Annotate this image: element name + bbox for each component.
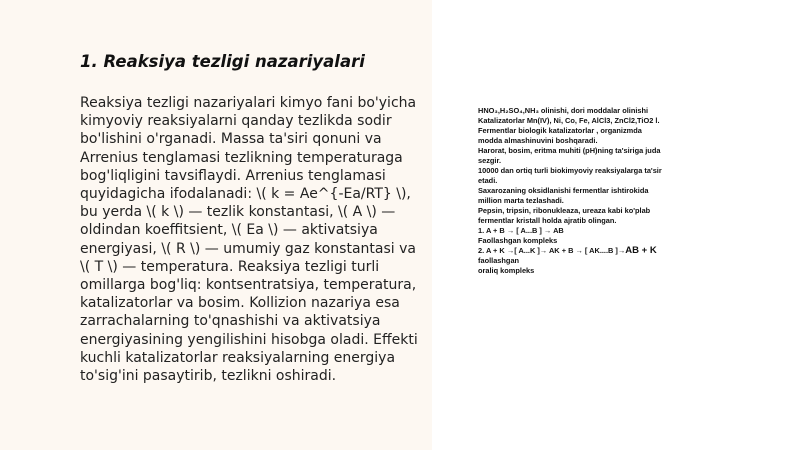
scan-line: million marta tezlashadi. <box>478 196 564 205</box>
scan-line: Harorat, bosim, eritma muhiti (pH)ning ta'siriga juda <box>478 146 661 155</box>
scan-equation-2-label: faollashgan <box>478 256 520 265</box>
scan-equation-2-product: AB + K <box>625 245 657 256</box>
scan-equation-2-main: 2. A + K →[ A...K ]→ AK + B → [ AK....B ]→ <box>478 246 626 255</box>
scan-line: sezgir. <box>478 156 502 165</box>
scan-equation-2-label: oraliq kompleks <box>478 266 535 275</box>
slide-body-text: Reaksiya tezligi nazariyalari kimyo fani bo'yicha kimyoviy reaksiyalarni qanday tezlikda sodir bo'lishini o'rganadi. Massa ta'siri qonuni va Arrenius tenglamasi tezlikning temperaturaga bog'liqligini tavsiflaydi. Arrenius tenglamasi quyidagicha ifodalanadi: \( k = Ae^{-Ea/RT} \), bu yerda \( k \) — tezlik konstantasi, \( A \) — oldindan koeffitsient, \( Ea \) — aktivatsiya energiyasi, \( R \) — umumiy gaz konstantasi va \( T \) — temperatura. Reaksiya tezligi turli omillarga bog'liq: kontsentratsiya, temperatura, katalizatorlar va bosim. Kollizion nazariya esa zarrachalarning to'qnashishi va aktivatsiya energiyasining yengilishini hisobga oladi. Effekti kuchli katalizatorlar reaksiyalarning energiya to'sig'ini pasaytirib, tezlikni oshiradi. <box>80 95 418 385</box>
scan-equation-1: 1. A + B → [ A...B ] → AB <box>478 226 564 235</box>
scan-line: 10000 dan ortiq turli biokimyoviy reaksiyalarga ta'sir <box>478 166 662 175</box>
scan-line: modda almashinuvini boshqaradi. <box>478 136 598 145</box>
slide-title: 1. Reaksiya tezligi nazariyalari <box>80 52 365 71</box>
scan-line: HNO₃,H₂SO₄,NH₃ olinishi, dori moddalar olinishi <box>478 106 649 115</box>
scan-line: Katalizatorlar Mn(IV), Ni, Co, Fe, AlCl3, ZnCl2,TiO2 l. <box>478 116 660 125</box>
scan-line: fermentlar kristall holda ajratib olingan. <box>478 216 617 225</box>
scanned-notes-image <box>478 106 718 276</box>
scan-equation-2 <box>478 246 718 256</box>
scan-line: Pepsin, tripsin, ribonukleaza, ureaza kabi ko'plab <box>478 206 651 215</box>
scan-line: Saxarozaning oksidlanishi fermentlar ishtirokida <box>478 186 649 195</box>
scan-line: etadi. <box>478 176 498 185</box>
scan-equation-1-label: Faollashgan kompleks <box>478 236 558 245</box>
scan-line: Fermentlar biologik katalizatorlar , organizmda <box>478 126 642 135</box>
